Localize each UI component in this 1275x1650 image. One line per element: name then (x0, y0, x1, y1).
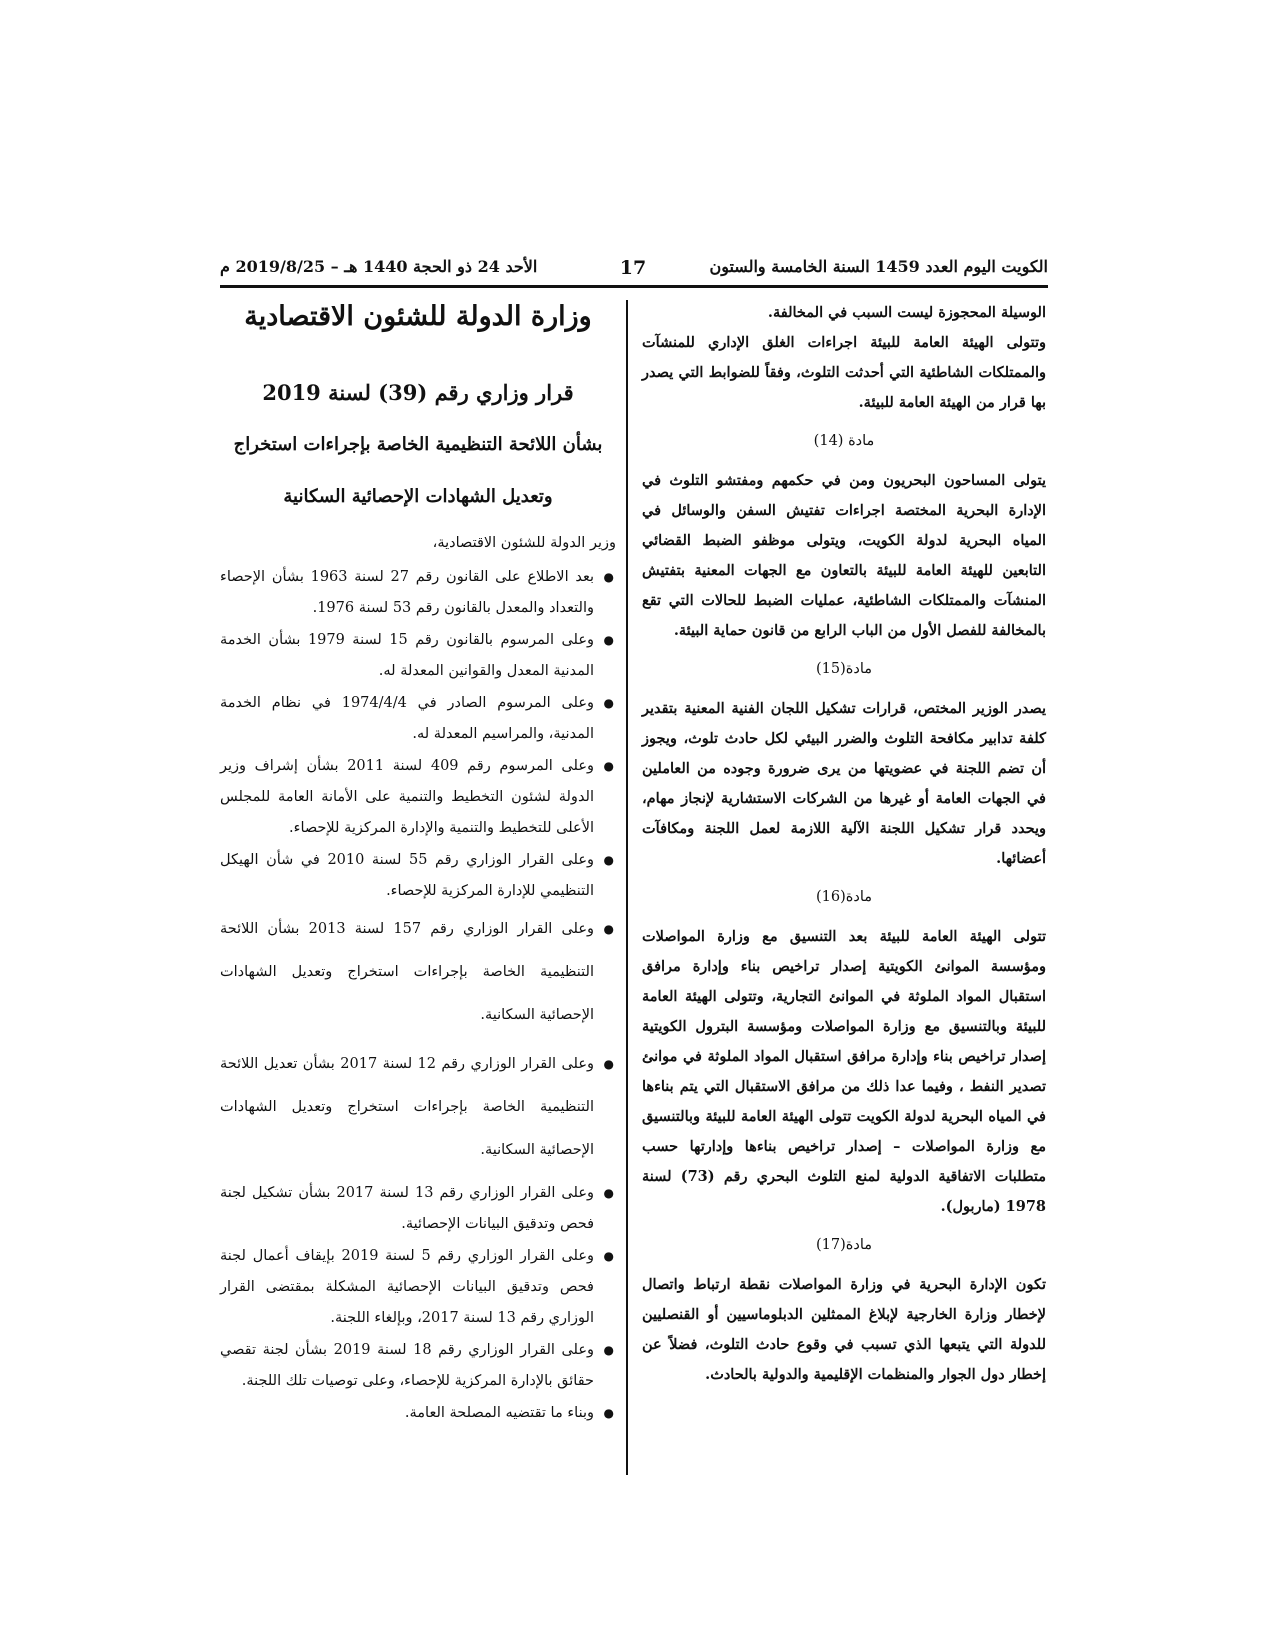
minister-line: وزير الدولة للشئون الاقتصادية، (432, 535, 616, 551)
paragraph: يتولى المساحون البحريون ومن في حكمهم ومفتشو التلوث في الإدارة البحرية المختصة اجراءات تفتيش السفن والوسائل في المياه البحرية لدولة الكويت، ويتولى موظفو الضبط القضائي التابعين للهيئة العامة للبيئة بالتعاون مع الجهات المعنية بتفتيش المنشآت والممتلكات الشاطئية، عمليات الضبط للحالات التي تقع بالمخالفة للفصل الأول من الباب الرابع من قانون حماية البيئة. (642, 472, 1046, 639)
bullet-icon: ● (603, 1343, 614, 1357)
list-item: ● وعلى المرسوم الصادر في 1974/4/4 في نظام الخدمة المدنية، والمراسيم المعدلة له. (220, 688, 616, 750)
decree-subtitle: بشأن اللائحة التنظيمية الخاصة بإجراءات استخراج (233, 434, 603, 455)
bullet-icon: ● (603, 1186, 614, 1200)
left-column (220, 298, 616, 1430)
list-item: ● وعلى القرار الوزاري رقم 55 لسنة 2010 في شأن الهيكل التنظيمي للإدارة المركزية للإحصاء. (220, 845, 616, 907)
list-item: ● وبناء ما تقتضيه المصلحة العامة. (220, 1398, 616, 1429)
column-divider (626, 300, 628, 1475)
list-item: ● وعلى القرار الوزاري رقم 18 لسنة 2019 بشأن لجنة تقصي حقائق بالإدارة المركزية للإحصاء، وعلى توصيات تلك اللجنة. (220, 1335, 616, 1397)
list-item: ● وعلى القرار الوزاري رقم 157 لسنة 2013 بشأن اللائحة التنظيمية الخاصة بإجراءات استخراج وتعديل الشهادات الإحصائية السكانية. (220, 908, 616, 1037)
list-item: ● وعلى المرسوم بالقانون رقم 15 لسنة 1979 بشأن الخدمة المدنية المعدل والقوانين المعدلة له. (220, 625, 616, 687)
ministry-title: وزارة الدولة للشئون الاقتصادية (244, 301, 592, 332)
paragraph: الوسيلة المحجوزة ليست السبب في المخالفة. (767, 304, 1046, 321)
legal-basis-list (220, 562, 616, 1429)
list-item: ● وعلى المرسوم رقم 409 لسنة 2011 بشأن إشراف وزير الدولة لشئون التخطيط والتنمية على الأمانة العامة للمجلس الأعلى للتخطيط والتنمية والإدارة المركزية للإحصاء. (220, 751, 616, 844)
page-header (220, 255, 1048, 288)
bullet-icon: ● (603, 633, 614, 647)
bullet-icon: ● (603, 1406, 614, 1420)
bullet-icon: ● (603, 1249, 614, 1263)
paragraph: وتتولى الهيئة العامة للبيئة اجراءات الغلق الإداري للمنشآت والممتلكات الشاطئية التي أحدثت التلوث، وفقاً للضوابط التي يصدر بها قرار من الهيئة العامة للبيئة. (642, 334, 1046, 411)
issue-date: الأحد 24 ذو الحجة 1440 هـ – 2019/8/25 م (220, 257, 538, 276)
article-heading: مادة (14) (813, 433, 875, 449)
right-column (642, 298, 1046, 1390)
bullet-icon: ● (603, 696, 614, 710)
paragraph: يصدر الوزير المختص، قرارات تشكيل اللجان الفنية المعنية بتقدير كلفة تدابير مكافحة التلوث والضرر البيئي لكل حادث تلوث، ويجوز أن تضم اللجنة في عضويتها من يرى ضرورة وجوده من العاملين في الجهات العامة أو غيرها من الشركات الاستشارية لإنجاز مهام، ويحدد قرار تشكيل اللجنة الآلية اللازمة لعمل اللجنة ومكافآت أعضائها. (642, 700, 1046, 867)
article-heading: مادة(17) (815, 1237, 873, 1253)
paragraph: تكون الإدارة البحرية في وزارة المواصلات نقطة ارتباط واتصال لإخطار وزارة الخارجية لإبلاغ الممثلين الدبلوماسيين أو القنصليين للدولة التي يتبعها الذي تسبب في وقوع حادث التلوث، فضلاً عن إخطار دول الجوار والمنظمات الإقليمية والدولية بالحادث. (642, 1276, 1046, 1383)
article-heading: مادة(16) (815, 889, 873, 905)
bullet-icon: ● (603, 759, 614, 773)
decree-title: قرار وزاري رقم (39) لسنة 2019 (262, 380, 574, 405)
list-item: ● وعلى القرار الوزاري رقم 12 لسنة 2017 بشأن تعديل اللائحة التنظيمية الخاصة بإجراءات استخراج وتعديل الشهادات الإحصائية السكانية. (220, 1043, 616, 1172)
bullet-icon: ● (603, 570, 614, 584)
article-heading: مادة(15) (815, 661, 873, 677)
gazette-issue: الكويت اليوم العدد 1459 السنة الخامسة والستون (709, 257, 1048, 276)
bullet-icon: ● (603, 1057, 614, 1071)
paragraph: تتولى الهيئة العامة للبيئة بعد التنسيق مع وزارة المواصلات ومؤسسة الموانئ الكويتية إصدار تراخيص بناء وإدارة مرافق استقبال المواد الملوثة في الموانئ التجارية، وتتولى الهيئة العامة للبيئة وبالتنسيق مع وزارة المواصلات ومؤسسة البترول الكويتية إصدار تراخيص بناء وإدارة مرافق استقبال المواد الملوثة في موانئ تصدير النفط ، وفيما عدا ذلك من مرافق الاستقبال التي يتم بناءها في المياه البحرية لدولة الكويت تتولى الهيئة العامة للبيئة وبالتنسيق مع وزارة المواصلات – إصدار تراخيص بناءها وإدارتها حسب متطلبات الاتفاقية الدولية لمنع التلوث البحري رقم (73) لسنة 1978 (ماربول). (642, 928, 1047, 1215)
bullet-icon: ● (603, 922, 614, 936)
page-number: 17 (619, 257, 647, 279)
list-item: ● بعد الاطلاع على القانون رقم 27 لسنة 1963 بشأن الإحصاء والتعداد والمعدل بالقانون رقم 53 لسنة 1976. (220, 562, 616, 624)
decree-subtitle: وتعديل الشهادات الإحصائية السكانية (283, 486, 553, 507)
bullet-icon: ● (603, 853, 614, 867)
list-item: ● وعلى القرار الوزاري رقم 5 لسنة 2019 بإيقاف أعمال لجنة فحص وتدقيق البيانات الإحصائية المشكلة بمقتضى القرار الوزاري رقم 13 لسنة 2017، وبإلغاء اللجنة. (220, 1241, 616, 1334)
list-item: ● وعلى القرار الوزاري رقم 13 لسنة 2017 بشأن تشكيل لجنة فحص وتدقيق البيانات الإحصائية. (220, 1178, 616, 1240)
